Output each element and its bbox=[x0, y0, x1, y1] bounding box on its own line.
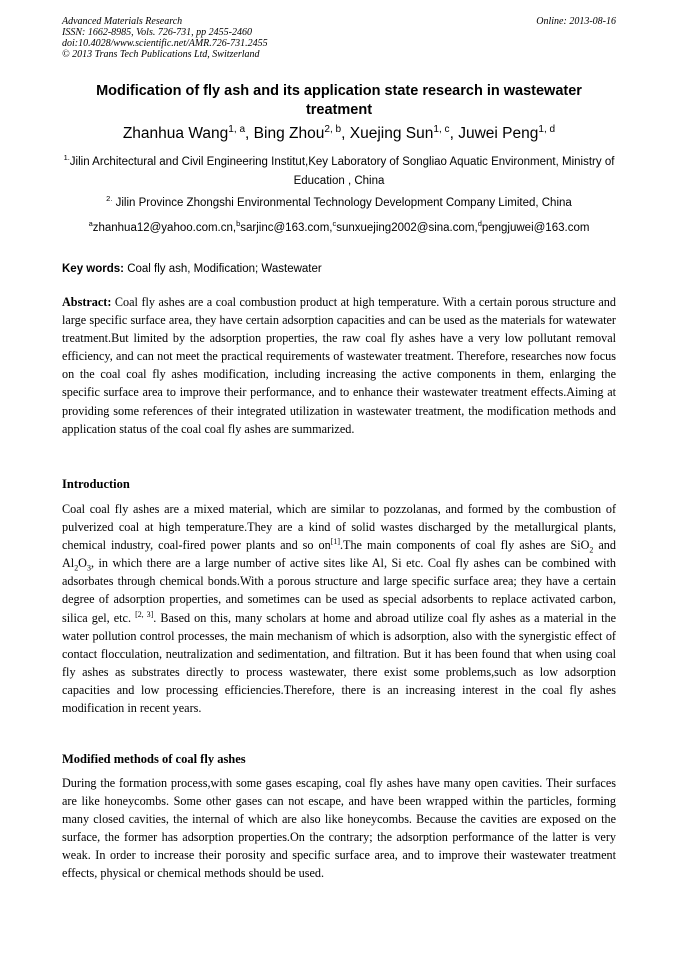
keywords-label: Key words: bbox=[62, 263, 124, 275]
email-address: pengjuwei@163.com bbox=[481, 222, 590, 234]
journal-header bbox=[62, 16, 268, 60]
author-affil-mark: 1, c bbox=[433, 123, 450, 135]
abstract-text: Coal fly ashes are a coal combustion product at high temperature. With a certain porous structure and large specific surface area, they have certain adsorption capacities and can be used as the materials for watewater treatment.But limited by the adsorption properties, the raw coal fly ashes have a very low pollutant removal efficiency, and can not meet the practical requirements of wastewater treatment. Therefore, researches now focus on the coal coal fly ashes modification, including increasing the active components in them, enlarging the specific surface area to improve their performance, and to enhance their wastewater treatment effects.Aiming at providing some references of their integrated utilization in wastewater treatment, the modification methods and application status of the coal coal fly ashes are summarized. bbox=[62, 295, 616, 436]
intro-text: . Based on this, many scholars at home and abroad utilize coal fly ashes as a material in the water pollution control processes, the main mechanism of which is adsorption, also with the synergistic effect of contact flocculation, neutralization and sedimentation, and filtration. But it has been found that when using coal fly ashes as substrates directly to process wastewater, there exist some problems,such as low adsorption capacities and low processing efficiencies.Therefore, there is an increasing interest in the coal fly ashes modification in recent years. bbox=[62, 610, 616, 716]
intro-text: , in which there are a large number of active sites like Al, Si etc. Coal fly ashes can be combined with adsorbates through chemical bonds.With a porous structure and large specific surface area; they have a certain degree of adsorption properties, and sometimes can be used as special adsorbents to replace activated carbon, silica gel, etc. bbox=[62, 556, 616, 625]
intro-text: O bbox=[78, 556, 87, 571]
author-name: Zhanhua Wang bbox=[122, 125, 229, 142]
email-address: zhanhua12@yahoo.com.cn, bbox=[92, 222, 237, 234]
introduction-paragraph bbox=[62, 500, 616, 717]
intro-text: Coal coal fly ashes are a mixed material, which are similar to pozzolanas, and formed by the combustion of pulverized coal at high temperature.They are a kind of solid wastes discharged by the metallurgical plants, chemical industry, coal-fired power plants and so on bbox=[62, 502, 616, 553]
email-mark: a bbox=[88, 219, 93, 229]
doi-line: doi:10.4028/www.scientific.net/AMR.726-731.2455 bbox=[62, 38, 268, 49]
keywords-text: Coal fly ash, Modification; Wastewater bbox=[124, 263, 322, 275]
paper-title: Modification of fly ash and its application state research in wastewater treatment bbox=[96, 83, 582, 118]
author-name: Bing Zhou bbox=[253, 125, 325, 142]
citation-ref: [1] bbox=[330, 537, 340, 547]
chem-subscript: 2 bbox=[589, 545, 594, 555]
author-separator: , bbox=[449, 125, 459, 142]
section-heading-modified-methods: Modified methods of coal fly ashes bbox=[62, 752, 246, 766]
keywords bbox=[62, 262, 322, 276]
email-mark: d bbox=[477, 219, 482, 229]
intro-text: and Al bbox=[62, 538, 616, 571]
author-affil-mark: 2, b bbox=[324, 123, 342, 135]
email-mark: b bbox=[236, 219, 241, 229]
chem-subscript: 2 bbox=[74, 563, 79, 573]
citation-ref: [2, 3] bbox=[135, 609, 154, 619]
author-affil-mark: 1, d bbox=[538, 123, 556, 135]
author-name: Juwei Peng bbox=[458, 125, 539, 142]
abstract bbox=[62, 293, 616, 438]
affiliation-text: Jilin Architectural and Civil Engineering Institut,Key Laboratory of Songliao Aquatic Environment, Ministry of Education , China bbox=[69, 156, 615, 187]
author-separator: , bbox=[341, 125, 350, 142]
email-list bbox=[62, 220, 616, 237]
journal-name: Advanced Materials Research bbox=[62, 16, 183, 27]
issn-line: ISSN: 1662-8985, Vols. 726-731, pp 2455-2460 bbox=[62, 27, 252, 38]
author-separator: , bbox=[245, 125, 254, 142]
section-heading-introduction: Introduction bbox=[62, 477, 130, 491]
email-address: sunxuejing2002@sina.com, bbox=[336, 222, 478, 234]
email-address: sarjinc@163.com, bbox=[240, 222, 333, 234]
author-list bbox=[62, 124, 616, 144]
affiliation-1 bbox=[62, 153, 616, 191]
affiliation-mark: 2. bbox=[106, 194, 113, 204]
chem-subscript: 3 bbox=[86, 563, 91, 573]
copyright-line: © 2013 Trans Tech Publications Ltd, Switzerland bbox=[62, 49, 260, 60]
author-affil-mark: 1, a bbox=[228, 123, 246, 135]
affiliation-text: Jilin Province Zhongshi Environmental Technology Development Company Limited, China bbox=[115, 197, 572, 209]
affiliation-2 bbox=[62, 194, 616, 213]
intro-text: .The main components of coal fly ashes are SiO bbox=[339, 538, 590, 553]
author-name: Xuejing Sun bbox=[349, 125, 434, 142]
modified-methods-paragraph: During the formation process,with some gases escaping, coal fly ashes have many open cavities. Their surfaces are like honeycombs. Some other gases can not escape, and have been wrapped within the particles, forming many closed cavities, the internal of which are also like honeycombs. Because the cavities are exposed on the surface, the former has adsorption properties.On the contrary; the adsorption performance of the latter is very weak. In order to increase their porosity and specific surface area, and to improve their wastewater treatment effects, physical or chemical methods should be used. bbox=[62, 776, 616, 881]
online-date: Online: 2013-08-16 bbox=[536, 16, 616, 27]
abstract-label: Abstract: bbox=[62, 295, 112, 309]
affiliation-mark: 1. bbox=[63, 153, 70, 163]
email-mark: c bbox=[332, 219, 337, 229]
